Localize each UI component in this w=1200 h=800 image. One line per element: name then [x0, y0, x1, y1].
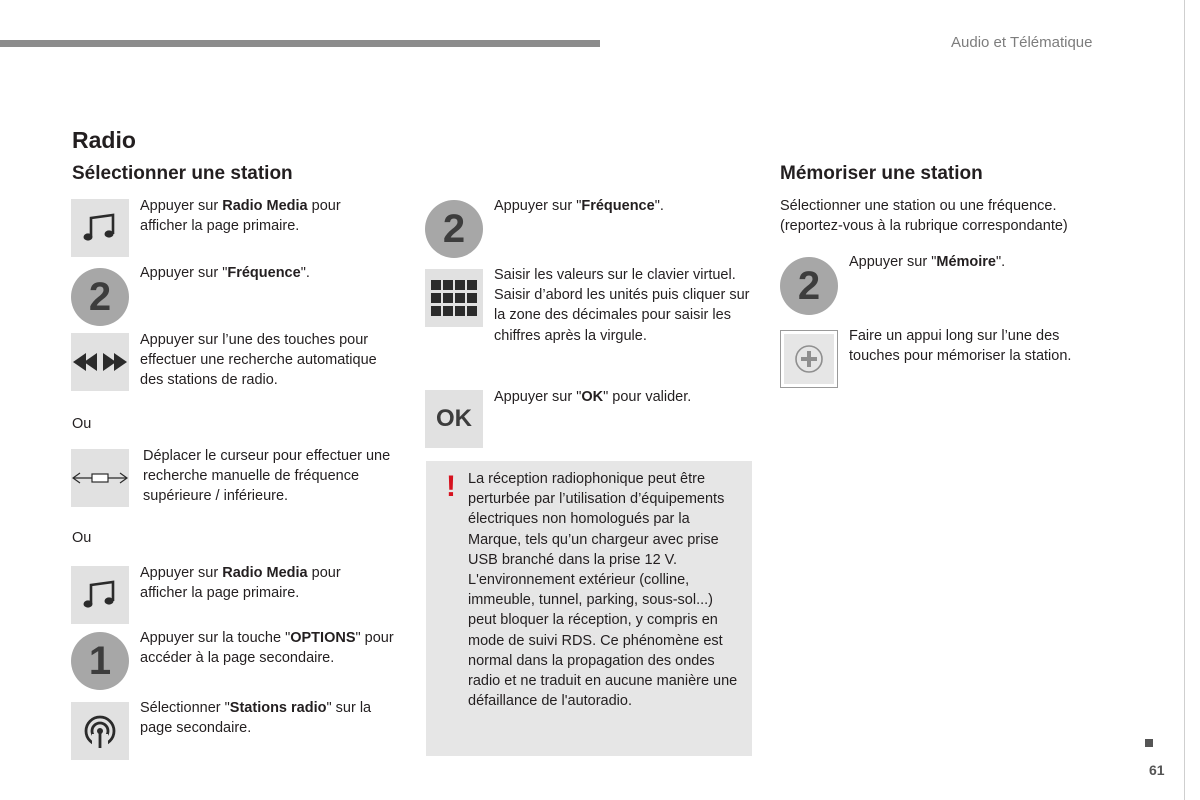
right-step2-text: Faire un appui long sur l’une des touches pour mémoriser la station. [849, 328, 1072, 365]
step-badge-2-right: 2 [780, 257, 838, 315]
right-intro: Sélectionner une station ou une fréquence. (reportez-vous à la rubrique correspondante) [780, 198, 1068, 235]
ok-button: OK [425, 390, 483, 448]
end-marker [1145, 739, 1153, 747]
right-heading: Mémoriser une station [780, 163, 983, 184]
step-badge-2-middle: 2 [425, 200, 483, 258]
right-step1-text: Appuyer sur "Mémoire". [849, 254, 1006, 270]
music-note-icon [83, 213, 117, 243]
left-step1-text: Appuyer sur Radio Media pour afficher la page primaire. [140, 198, 341, 235]
warning-icon: ! [446, 470, 456, 503]
left-step6-text: Appuyer sur la touche "OPTIONS" pour accéder à la page secondaire. [140, 630, 394, 667]
page-edge-line [1184, 0, 1185, 800]
memory-preset-button [780, 330, 838, 388]
frequency-slider [71, 449, 129, 507]
section-title: Audio et Télématique [951, 34, 1093, 51]
plus-circle-icon [794, 344, 824, 374]
left-step4-text: Déplacer le curseur pour effectuer une recherche manuelle de fréquence supérieure / inférieure. [143, 448, 391, 505]
warning-text-2: L'environnement extérieur (colline, immeuble, tunnel, parking, sous-sol...) peut bloquer la réception, y compris en mode de suivi RDS. Ce phénomène est normal dans la propagation des ondes radio et ne traduit en aucune manière une défaillance de l'autoradio. [468, 572, 738, 710]
memory-preset-inner [784, 334, 834, 384]
keypad-grid-icon [431, 280, 477, 316]
or-label-2: Ou [72, 530, 92, 546]
virtual-keypad [425, 269, 483, 327]
warning-text [468, 469, 744, 711]
seek-buttons [71, 333, 129, 391]
left-step7-text: Sélectionner "Stations radio" sur la page secondaire. [140, 700, 372, 737]
header-bar [0, 40, 600, 47]
middle-step3-text: Appuyer sur "OK" pour valider. [494, 389, 692, 405]
left-step5-text: Appuyer sur Radio Media pour afficher la page primaire. [140, 565, 341, 602]
step-badge-2: 2 [71, 268, 129, 326]
middle-step2-text [494, 265, 754, 346]
radio-media-button [71, 199, 129, 257]
radio-antenna-icon [83, 714, 117, 748]
seek-back-forward-icon [73, 352, 127, 372]
step-badge-1: 1 [71, 632, 129, 690]
warning-text-1: La réception radiophonique peut être perturbée par l’utilisation d’équipements électriques non homologués par la Marque, tels qu’un chargeur avec prise USB branché dans la prise 12 V. [468, 471, 725, 568]
music-note-icon [83, 580, 117, 610]
stations-radio-button [71, 702, 129, 760]
page-number: 61 [1149, 762, 1165, 778]
radio-media-button-2 [71, 566, 129, 624]
page-title: Radio [72, 127, 136, 153]
left-step3-text: Appuyer sur l’une des touches pour effectuer une recherche automatique des stations de radio. [140, 332, 377, 389]
keypad-text-2: Saisir d’abord les unités puis cliquer sur la zone des décimales pour saisir les chiffres après la virgule. [494, 287, 750, 344]
middle-step1-text: Appuyer sur "Fréquence". [494, 198, 664, 214]
left-step2-text: Appuyer sur "Fréquence". [140, 265, 310, 281]
or-label-1: Ou [72, 416, 92, 432]
slider-cursor-icon [72, 471, 128, 485]
keypad-text-1: Saisir les valeurs sur le clavier virtuel. [494, 267, 736, 283]
left-heading: Sélectionner une station [72, 163, 293, 184]
